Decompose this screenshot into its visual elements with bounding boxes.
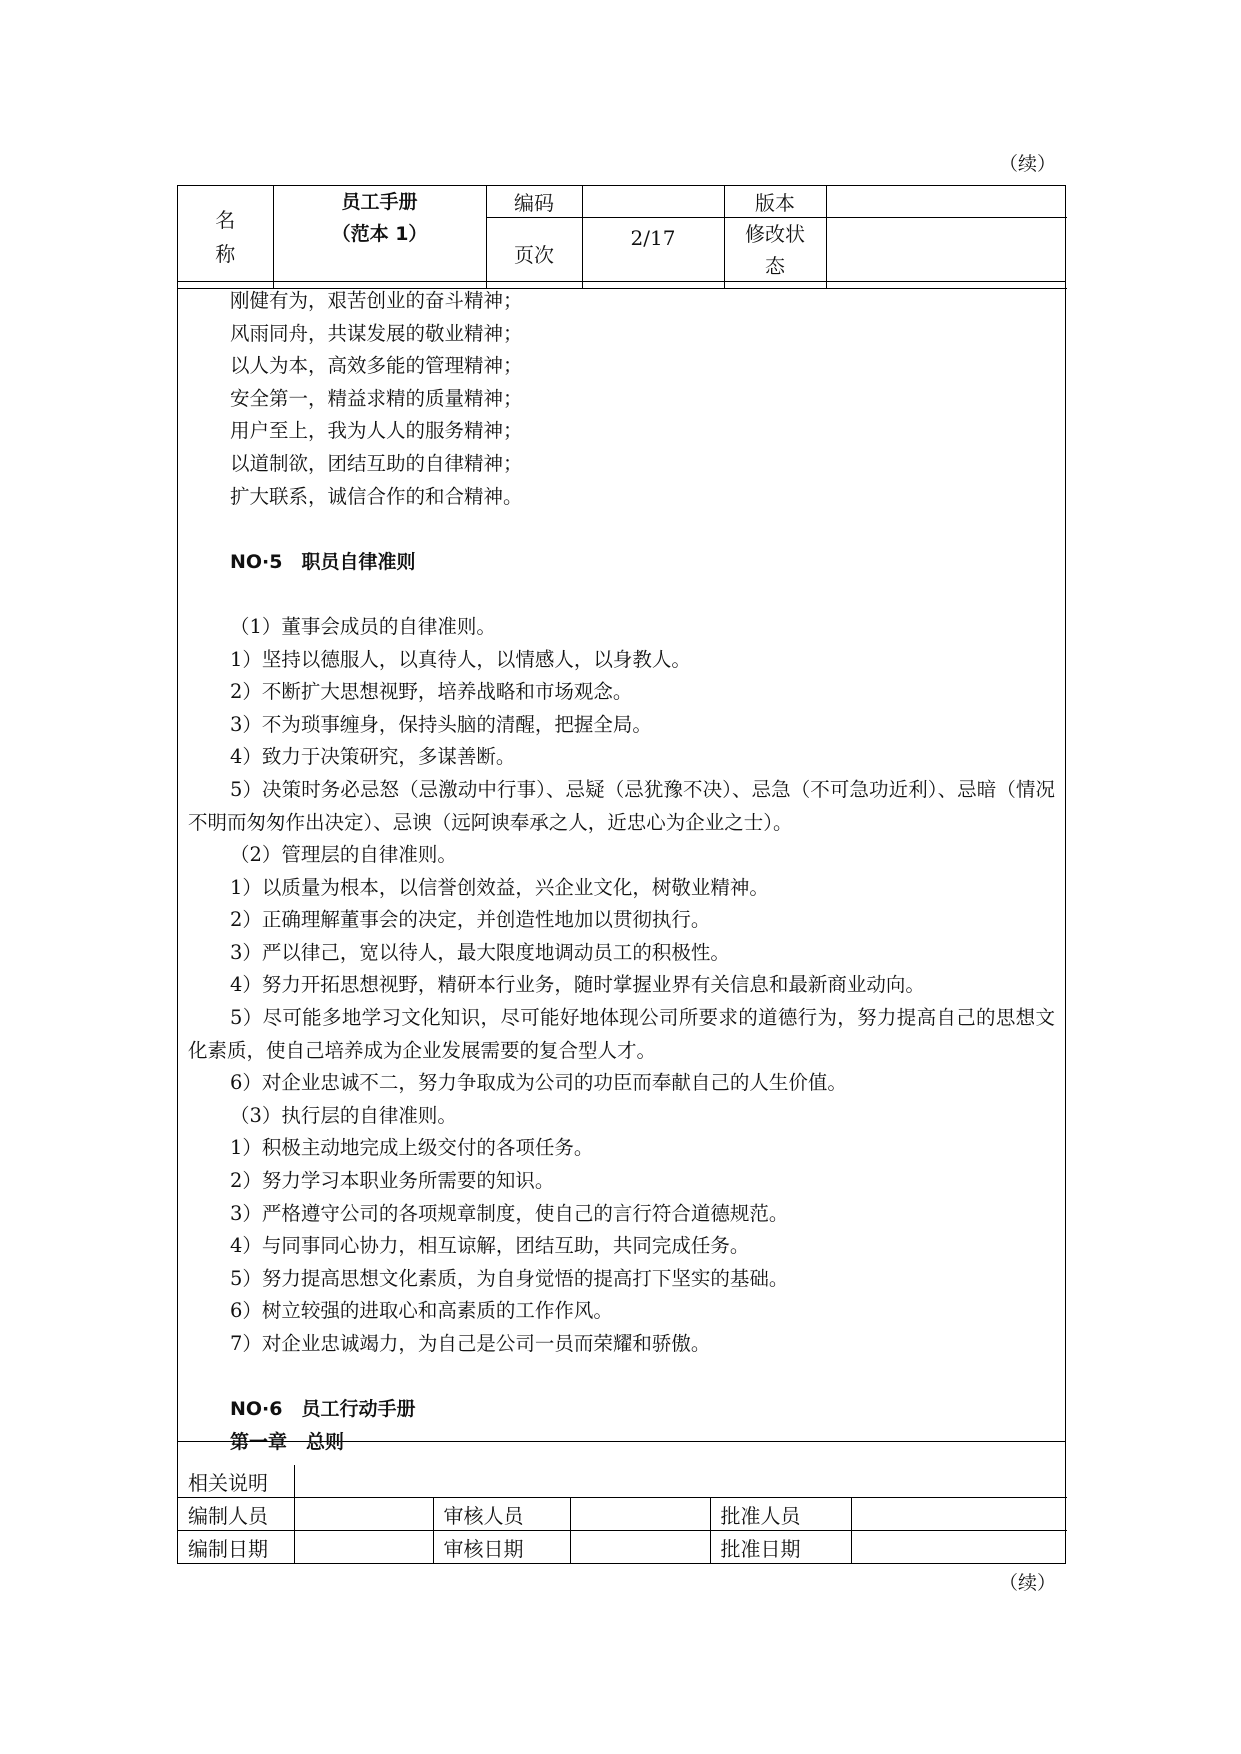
management-rule-item: 1）以质量为根本，以信誉创效益，兴企业文化，树敬业精神。	[230, 875, 769, 899]
spirit-line: 刚健有为，艰苦创业的奋斗精神；	[230, 289, 523, 312]
section-heading-no6: NO·6 员工行动手册	[230, 1398, 416, 1421]
board-rule-item: 5）决策时务必忌怒（忌激动中行事）、忌疑（忌犹豫不决）、忌急（不可急功近利）、忌暗（情况不明而匆匆作出决定）、忌谀（远阿谀奉承之人，近忠心为企业之士）。	[188, 777, 1055, 834]
reviewed-by-label: 审核人员	[433, 1498, 570, 1531]
reviewed-date-value	[570, 1531, 710, 1564]
management-rule-item: 5）尽可能多地学习文化知识，尽可能好地体现公司所要求的道德行为，努力提高自己的思想文化素质，使自己培养成为企业发展需要的复合型人才。	[188, 1006, 1055, 1062]
subsection-title-management: （2）管理层的自律准则。	[230, 843, 457, 867]
executive-rule-item: 1）积极主动地完成上级交付的各项任务。	[230, 1136, 594, 1160]
section-heading-no5: NO·5 职员自律准则	[230, 550, 416, 573]
executive-rule-item: 4）与同事同心协力，相互谅解，团结互助，共同完成任务。	[230, 1234, 750, 1258]
document-frame	[177, 185, 1066, 1564]
header-table	[178, 186, 1067, 289]
management-rule-item: 3）严以律己，宽以待人，最大限度地调动员工的积极性。	[230, 940, 730, 964]
reviewed-by-value	[570, 1498, 710, 1531]
spacer	[188, 513, 1055, 546]
executive-rule-item: 5）努力提高思想文化素质，为自身觉悟的提高打下坚实的基础。	[230, 1266, 789, 1290]
executive-rule-item: 6）树立较强的进取心和高素质的工作作风。	[230, 1299, 613, 1323]
subsection-title-board: （1）董事会成员的自律准则。	[230, 614, 496, 638]
version-value	[826, 186, 1067, 218]
approved-by-value	[851, 1498, 1067, 1531]
spacer	[188, 1361, 1055, 1394]
name-label: 名 称	[178, 186, 273, 289]
spirit-line: 安全第一，精益求精的质量精神；	[230, 386, 523, 410]
related-notes-label: 相关说明	[178, 1465, 294, 1498]
page-label: 页次	[486, 218, 582, 289]
version-label: 版本	[724, 186, 826, 218]
approved-date-value	[851, 1531, 1067, 1564]
management-rule-item: 6）对企业忠诚不二，努力争取成为公司的功臣而奉献自己的人生价值。	[230, 1071, 847, 1095]
prepared-by-value	[294, 1498, 433, 1531]
footer-approval-table	[178, 1465, 1065, 1563]
prepared-date-value	[294, 1531, 433, 1564]
spacer	[188, 578, 1055, 611]
board-rule-item: 2）不断扩大思想视野，培养战略和市场观念。	[230, 680, 633, 704]
continued-marker-bottom: （续）	[998, 1572, 1056, 1594]
approved-by-label: 批准人员	[710, 1498, 851, 1531]
board-rule-item: 3）不为琐事缠身，保持头脑的清醒，把握全局。	[230, 712, 652, 736]
page-value: 2/17	[582, 218, 724, 289]
chapter-heading: 第一章 总则	[230, 1430, 345, 1453]
board-rule-item: 4）致力于决策研究，多谋善断。	[230, 745, 516, 769]
reviewed-date-label: 审核日期	[433, 1531, 570, 1564]
spirit-line: 扩大联系，诚信合作的和合精神。	[230, 484, 523, 508]
approved-date-label: 批准日期	[710, 1531, 851, 1564]
spirit-line: 用户至上，我为人人的服务精神；	[230, 419, 523, 443]
executive-rule-item: 7）对企业忠诚竭力，为自己是公司一员而荣耀和骄傲。	[230, 1332, 711, 1355]
management-rule-item: 4）努力开拓思想视野，精研本行业务，随时掌握业界有关信息和最新商业动向。	[230, 973, 925, 997]
code-label: 编码	[486, 186, 582, 218]
code-value	[582, 186, 724, 218]
spirit-line: 风雨同舟，共谋发展的敬业精神；	[230, 321, 523, 345]
board-rule-item: 1）坚持以德服人，以真待人，以情感人，以身教人。	[230, 647, 691, 671]
executive-rule-item: 3）严格遵守公司的各项规章制度，使自己的言行符合道德规范。	[230, 1201, 789, 1225]
management-rule-item: 2）正确理解董事会的决定，并创造性地加以贯彻执行。	[230, 908, 711, 932]
spirit-line: 以人为本，高效多能的管理精神；	[230, 354, 523, 378]
revision-label: 修改状 态	[724, 218, 826, 289]
executive-rule-item: 2）努力学习本职业务所需要的知识。	[230, 1169, 555, 1193]
continued-marker-top: （续）	[998, 153, 1056, 175]
revision-value	[826, 218, 1067, 289]
subsection-title-executive: （3）执行层的自律准则。	[230, 1103, 457, 1127]
prepared-date-label: 编制日期	[178, 1531, 294, 1564]
document-body	[178, 281, 1065, 1453]
document-title: 员工手册 （范本 1）	[273, 186, 486, 289]
spirit-line: 以道制欲，团结互助的自律精神；	[230, 451, 523, 475]
prepared-by-label: 编制人员	[178, 1498, 294, 1531]
related-notes-value	[294, 1465, 1067, 1498]
